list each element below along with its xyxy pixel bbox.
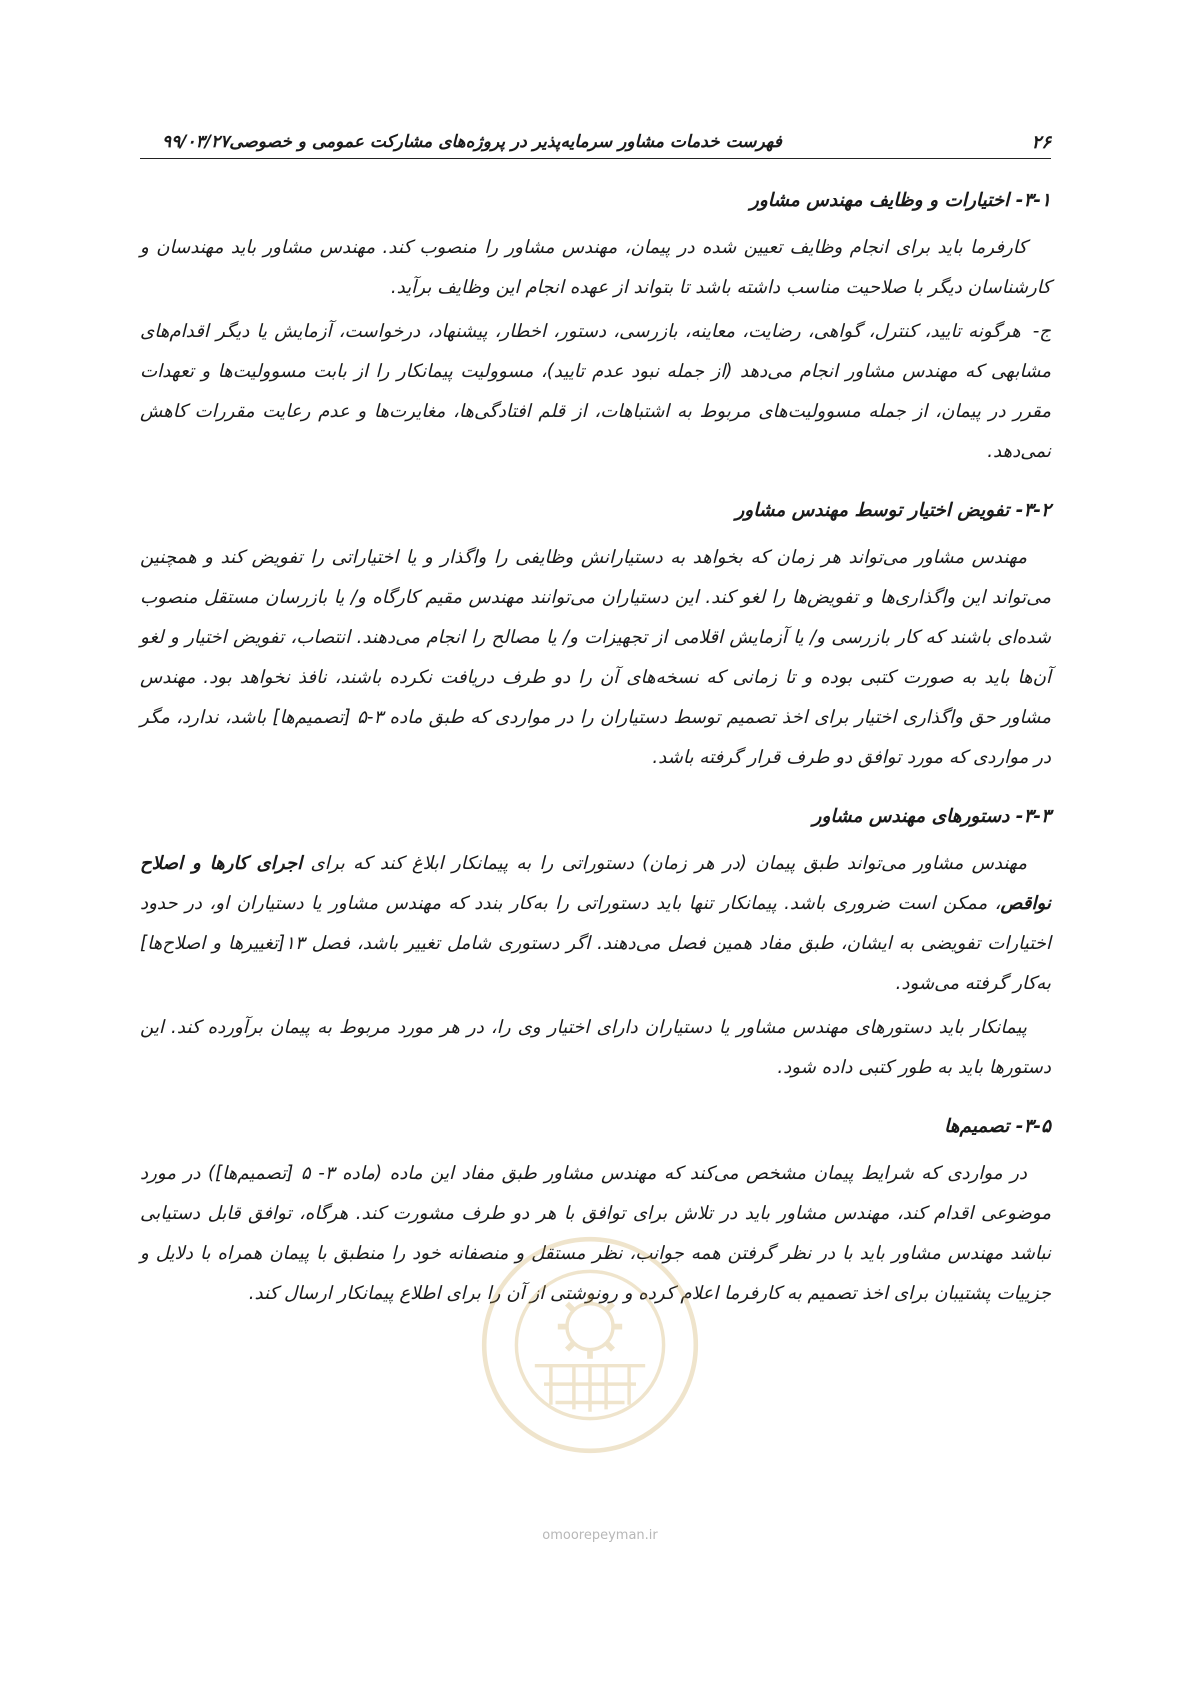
page-number: ۲۶ <box>1031 132 1051 153</box>
paragraph: کارفرما باید برای انجام وظایف تعیین شده در پیمان، مهندس مشاور را منصوب کند. مهندس مشاور باید مهندسان و کارشناسان دیگر با صلاحیت مناسب داشته باشد تا بتواند از عهده انجام این وظایف برآید. <box>140 237 1051 298</box>
watermark-url: omoorepeyman.ir <box>542 1528 658 1543</box>
bold-phrase: اجرای کارها و اصلاح نواقص <box>140 853 1051 914</box>
paragraph: در مواردی که شرایط پیمان مشخص می‌کند که مهندس مشاور طبق مفاد این ماده (ماده ۳- ۵ [تصمیم‌ها]) در مورد موضوعی اقدام کند، مهندس مشاور باید در تلاش برای توافق با هر دو طرف مشورت کند. هرگاه، توافق قابل دستیابی نباشد مهندس مشاور باید با در نظر گرفتن همه جوانب، نظر مستقل و منصفانه خود را منطبق با پیمان همراه با دلایل و جزییات پشتیبان برای اخذ تصمیم به کارفرما اعلام کرده و رونوشتی از آن را برای اطلاع پیمانکار ارسال کند. <box>140 1163 1051 1304</box>
document-body <box>140 176 1051 1318</box>
header-date: ۹۹/۰۳/۲۷ <box>162 132 230 152</box>
page-header <box>140 128 1051 159</box>
section-heading-3-2: ۳-۲- تفویض اختیار توسط مهندس مشاور <box>735 500 1051 521</box>
paragraph-text: مهندس مشاور می‌تواند طبق پیمان (در هر زمان) دستوراتی را به پیمانکار ابلاغ کند که برای <box>302 853 1027 874</box>
section-heading-3-3: ۳-۳- دستورهای مهندس مشاور <box>812 806 1051 827</box>
paragraph: پیمانکار باید دستورهای مهندس مشاور یا دستیاران دارای اختیار وی را، در هر مورد مربوط به پیمان برآورده کند. این دستورها باید به طور کتبی داده شود. <box>140 1017 1051 1078</box>
list-marker: ج- <box>1032 321 1051 342</box>
section-heading-3-1: ۳-۱- اختیارات و وظایف مهندس مشاور <box>749 190 1051 211</box>
paragraph <box>140 844 1051 1004</box>
paragraph: مهندس مشاور می‌تواند هر زمان که بخواهد به دستیارانش وظایفی را واگذار و یا اختیاراتی را تفویض کند و همچنین می‌تواند این واگذاری‌ها و تفویض‌ها را لغو کند. این دستیاران می‌توانند مهندس مقیم کارگاه و/ یا بازرسان مستقل منصوب شده‌ای باشند که کار بازرسی و/ یا آزمایش اقلامی از تجهیزات و/ یا مصالح را انجام می‌دهند. انتصاب، تفویض اختیار و لغو آن‌ها باید به صورت کتبی بوده و تا زمانی که نسخه‌های آن را دو طرف دریافت نکرده باشند، نافذ نخواهد بود. مهندس مشاور حق واگذاری اختیار برای اخذ تصمیم توسط دستیاران را در مواردی که طبق ماده ۳-۵ [تصمیم‌ها] باشد، ندارد، مگر در مواردی که مورد توافق دو طرف قرار گرفته باشد. <box>140 547 1051 768</box>
running-title <box>140 132 782 152</box>
paragraph-text: ، ممکن است ضروری باشد. پیمانکار تنها باید دستوراتی را به‌کار بندد که مهندس مشاور یا دستیاران او، در حدود اختیارات تفویضی به ایشان، طبق مفاد همین فصل می‌دهند. اگر دستوری شامل تغییر باشد، فصل ۱۳[تغییرها و اصلاح‌ها] به‌کار گرفته می‌شود. <box>140 893 1051 994</box>
list-item-text: هرگونه تایید، کنترل، گواهی، رضایت، معاینه، بازرسی، دستور، اخطار، پیشنهاد، درخواست، آزمایش یا دیگر اقدام‌های مشابهی که مهندس مشاور انجام می‌دهد (از جمله نبود عدم تایید)، مسوولیت پیمانکار را از بابت مسوولیت‌ها و تعهدات مقرر در پیمان، از جمله مسوولیت‌های مربوط به اشتباهات، از قلم افتادگی‌ها، مغایرت‌ها و عدم رعایت مقررات کاهش نمی‌دهد. <box>140 321 1051 462</box>
header-title: فهرست خدمات مشاور سرمایه‌پذیر در پروژه‌های مشارکت عمومی و خصوصی <box>229 132 782 152</box>
list-item-j <box>140 312 1051 472</box>
section-heading-3-5: ۳-۵- تصمیم‌ها <box>944 1116 1051 1137</box>
